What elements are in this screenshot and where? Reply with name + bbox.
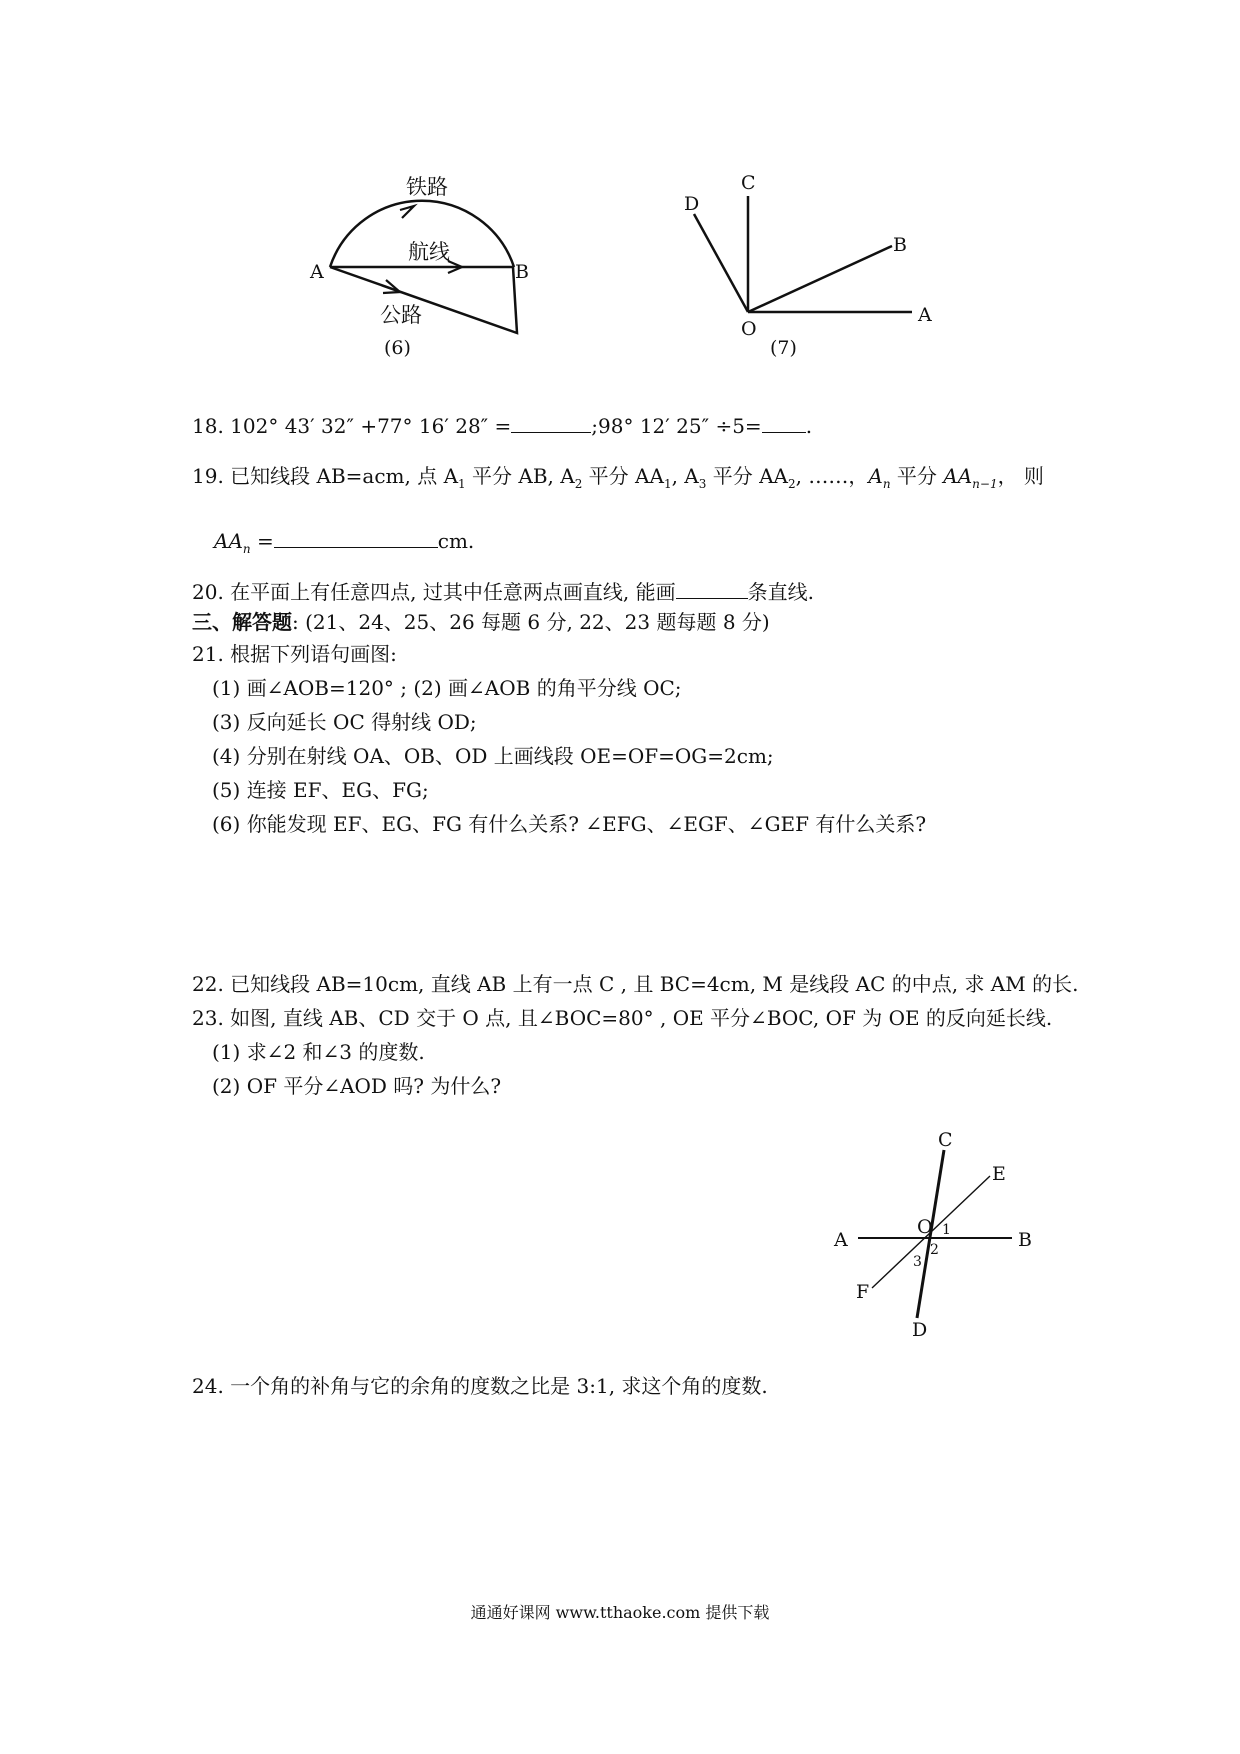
page-footer: 通通好课网 www.tthaoke.com 提供下载 <box>470 1603 770 1622</box>
caption-6: (6) <box>384 337 411 359</box>
question-21-title: 21. 根据下列语句画图: <box>192 642 397 666</box>
label-B: B <box>1018 1229 1032 1251</box>
label-B: B <box>515 261 529 283</box>
label-B: B <box>893 234 907 256</box>
section-3-heading: 三、解答题: (21、24、25、26 每题 6 分, 22、23 题每题 8 分) <box>192 610 770 634</box>
label-3: 3 <box>913 1254 922 1270</box>
highway-path <box>330 267 517 333</box>
figure-23 <box>830 1120 1050 1340</box>
question-18: 18. 102° 43′ 32″ +77° 16′ 28″ = ;98° 12′ 25″ ÷5= . <box>192 414 813 438</box>
question-24: 24. 一个角的补角与它的余角的度数之比是 3:1, 求这个角的度数. <box>192 1374 768 1398</box>
label-1: 1 <box>942 1222 951 1238</box>
label-C: C <box>938 1129 953 1151</box>
question-21-item: (6) 你能发现 EF、EG、FG 有什么关系? ∠EFG、∠EGF、∠GEF 有什么关系? <box>212 812 927 836</box>
label-O: O <box>741 318 757 340</box>
figure-7 <box>670 160 950 360</box>
question-22: 22. 已知线段 AB=10cm, 直线 AB 上有一点 C , 且 BC=4cm, M 是线段 AC 的中点, 求 AM 的长. <box>192 972 1079 996</box>
label-E: E <box>992 1163 1006 1185</box>
question-23-item: (1) 求∠2 和∠3 的度数. <box>212 1040 425 1064</box>
label-F: F <box>856 1281 870 1303</box>
question-23-item: (2) OF 平分∠AOD 吗? 为什么? <box>212 1074 502 1098</box>
question-23: 23. 如图, 直线 AB、CD 交于 O 点, 且∠BOC=80° , OE 平分∠BOC, OF 为 OE 的反向延长线. <box>192 1006 1053 1030</box>
question-21-item: (3) 反向延长 OC 得射线 OD; <box>212 710 477 734</box>
label-railway: 铁路 <box>406 175 448 199</box>
question-19-answer: $AA_n$ = cm. <box>214 529 475 556</box>
answer-blank <box>511 414 591 433</box>
label-D: D <box>684 193 700 215</box>
label-A: A <box>310 261 324 283</box>
ray-OD <box>694 214 748 312</box>
label-O: O <box>917 1216 933 1238</box>
question-21-item: (4) 分别在射线 OA、OB、OD 上画线段 OE=OF=OG=2cm; <box>212 744 774 768</box>
answer-blank <box>274 529 438 548</box>
railway-arrow-icon <box>400 206 414 218</box>
ray-OB <box>748 246 892 312</box>
label-D: D <box>912 1319 928 1341</box>
question-21-item: (1) 画∠AOB=120° ; (2) 画∠AOB 的角平分线 OC; <box>212 676 682 700</box>
label-highway: 公路 <box>380 303 422 327</box>
label-A: A <box>834 1229 848 1251</box>
figure-6 <box>300 160 540 359</box>
label-A: A <box>918 304 932 326</box>
label-airline: 航线 <box>408 240 450 264</box>
question-20: 20. 在平面上有任意四点, 过其中任意两点画直线, 能画 条直线. <box>192 580 814 604</box>
caption-7: (7) <box>770 337 797 359</box>
question-19: 19. 已知线段 AB=acm, 点 $A_1$ 平分 AB, $A_2$ 平分 $AA_1$, $A_3$ 平分 $AA_2$, ……，$A_n$ 平分 $AA_{n-1}$， 则 <box>192 464 1044 491</box>
answer-blank <box>676 580 748 599</box>
question-21-item: (5) 连接 EF、EG、FG; <box>212 778 429 802</box>
label-C: C <box>741 172 756 194</box>
answer-blank <box>762 414 806 433</box>
label-2: 2 <box>930 1242 939 1258</box>
